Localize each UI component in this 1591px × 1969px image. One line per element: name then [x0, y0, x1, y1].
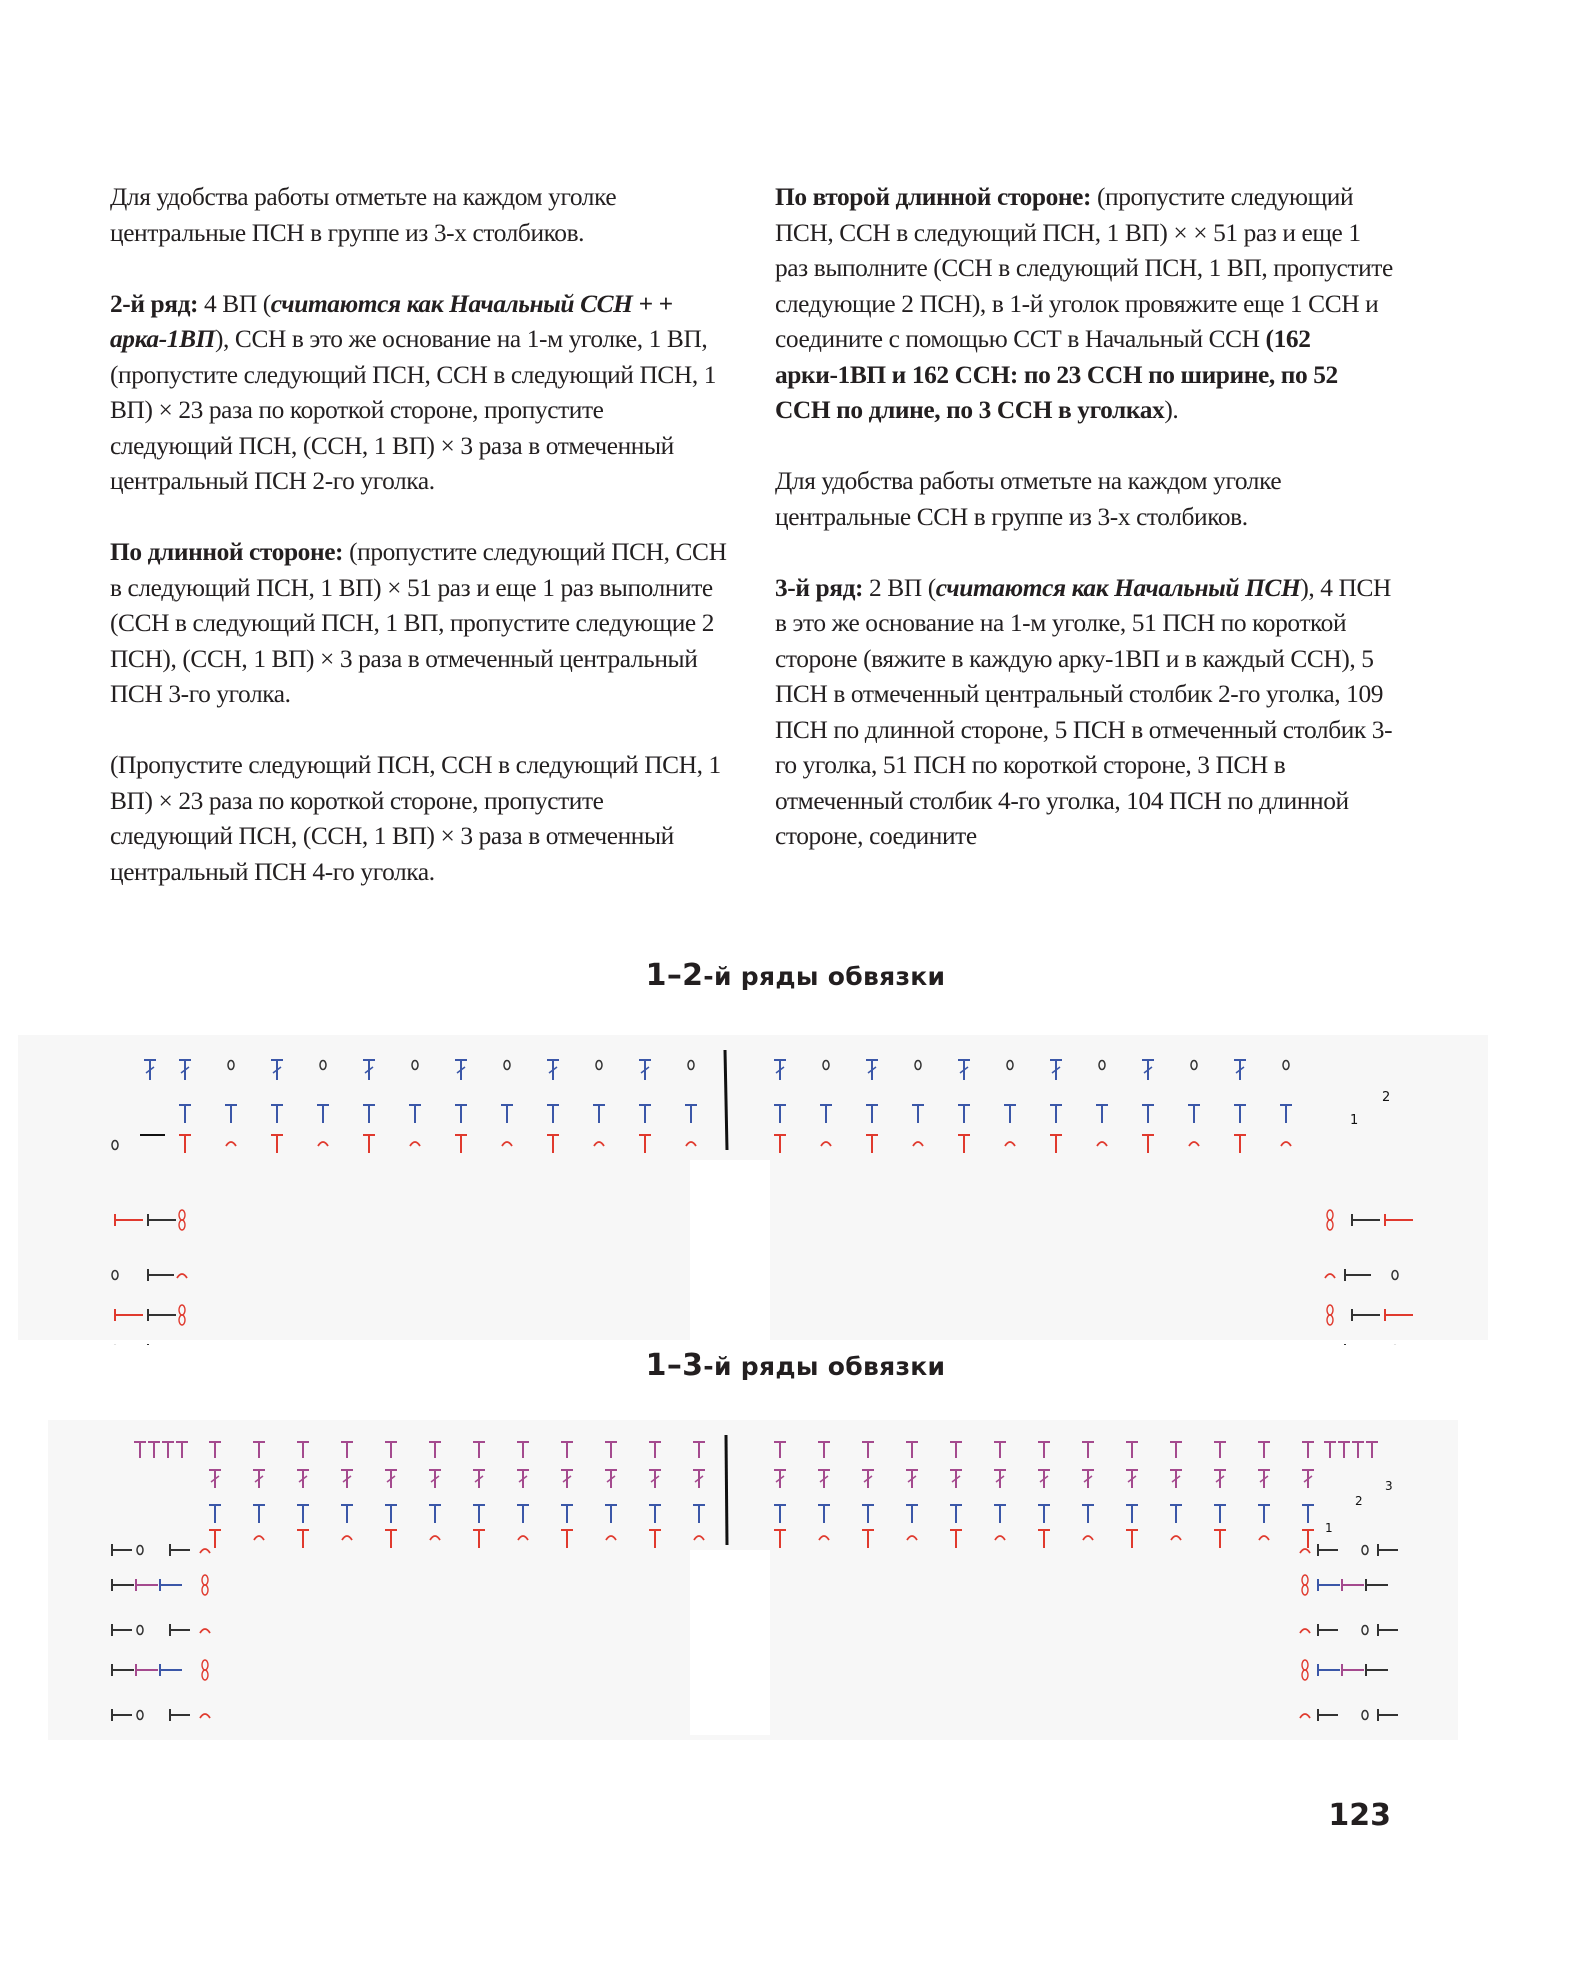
- heading-1-rows: 1–2: [645, 958, 704, 993]
- row-3-label: 3-й ряд:: [775, 573, 864, 602]
- row-2-label: 2-й ряд:: [110, 289, 199, 318]
- chart-split-line: [725, 1050, 727, 1150]
- second-long-side-text-2: ).: [1164, 396, 1179, 424]
- heading-2-rows: 1–3: [645, 1348, 704, 1383]
- long-side-text: (пропустите следующий ПСН, ССН в следующий ПСН, 1 ВП) × 51 раз и еще 1 раз выполните (ССН в следующий ПСН, 1 ВП, пропустите следующие 2 ПСН), (ССН, 1 ВП) × 3 раза в отмеченный центральный ПСН 3-го уголка.: [110, 538, 727, 708]
- long-side-label: По длинной стороне:: [110, 538, 344, 566]
- chart-center-gap: [690, 1550, 770, 1735]
- row-2-emphasis: считаются как Начальный ССН + + арка-1ВП: [110, 289, 673, 353]
- second-long-side-paragraph: [775, 180, 1395, 429]
- row-3-emphasis: считаются как Начальный ПСН: [935, 573, 1301, 602]
- row-2-paragraph: [110, 287, 730, 500]
- row-3-text-2: ), 4 ПСН в это же основание на 1-м уголке, 51 ПСН по короткой стороне (вяжите в каждую арку-1ВП и в каждый ССН), 5 ПСН в отмеченный центральный столбик 2-го уголка, 109 ПСН по длинной стороне, 5 ПСН в отмеченный столбик 3-го уголка, 51 ПСН по короткой стороне, 3 ПСН в отмеченный столбик 4-го уголка, 104 ПСН по длинной стороне, соедините: [775, 573, 1393, 850]
- corner-row-label: 2: [1382, 1090, 1391, 1105]
- second-long-side-summary: (162 арки-1ВП и 162 ССН: по 23 ССН по ширине, по 52 ССН по длине, по 3 ССН в уголках: [775, 325, 1338, 424]
- crochet-chart-rows-1-3: [0, 1420, 1591, 1740]
- heading-1-text: -й ряды обвязки: [703, 962, 946, 991]
- row-3-paragraph: [775, 571, 1395, 855]
- second-long-side-label: По второй длинной стороне:: [775, 183, 1092, 211]
- row-2-text-1: 4 ВП (: [198, 289, 271, 318]
- right-column: [775, 180, 1395, 855]
- left-column: [110, 180, 730, 890]
- heading-2-text: -й ряды обвязки: [703, 1352, 946, 1381]
- corner-row-label: 1: [1325, 1521, 1333, 1535]
- row-2-text-2: ), ССН в это же основание на 1-м уголке, 1 ВП, (пропустите следующий ПСН, ССН в следующий ПСН, 1 ВП) × 23 раза по короткой стороне, пропустите следующий ПСН, (ССН, 1 ВП) × 3 раза в отмеченный центральный ПСН 2-го уголка.: [110, 325, 717, 495]
- diagram-heading-1: [0, 958, 1591, 993]
- note-paragraph: Для удобства работы отметьте на каждом уголке центральные ПСН в группе из 3-х столбиков.: [110, 183, 617, 247]
- chart-split-line: [726, 1435, 727, 1545]
- long-side-paragraph: [110, 535, 730, 713]
- crochet-chart-rows-1-2: [0, 1035, 1591, 1345]
- second-long-side-text-1: (пропустите следующий ПСН, ССН в следующий ПСН, 1 ВП) × × 51 раз и еще 1 раз выполните (ССН в следующий ПСН, 1 ВП, пропустите следующие 2 ПСН), в 1-й уголок провяжите еще 1 ССН и соедините с помощью ССТ в Начальный ССН: [775, 183, 1393, 353]
- page-number: 123: [1328, 1798, 1391, 1833]
- chart-center-gap: [690, 1160, 770, 1340]
- note-paragraph-2: Для удобства работы отметьте на каждом уголке центральные ССН в группе из 3-х столбиков.: [775, 467, 1282, 531]
- corner-row-label: 1: [1350, 1113, 1359, 1128]
- corner-row-label: 3: [1385, 1479, 1393, 1493]
- short-side-paragraph: (Пропустите следующий ПСН, ССН в следующий ПСН, 1 ВП) × 23 раза по короткой стороне, пропустите следующий ПСН, (ССН, 1 ВП) × 3 раза в отмеченный центральный ПСН 4-го уголка.: [110, 751, 721, 886]
- diagram-heading-2: [0, 1348, 1591, 1383]
- corner-row-label: 2: [1355, 1494, 1363, 1508]
- row-3-text-1: 2 ВП (: [863, 573, 936, 602]
